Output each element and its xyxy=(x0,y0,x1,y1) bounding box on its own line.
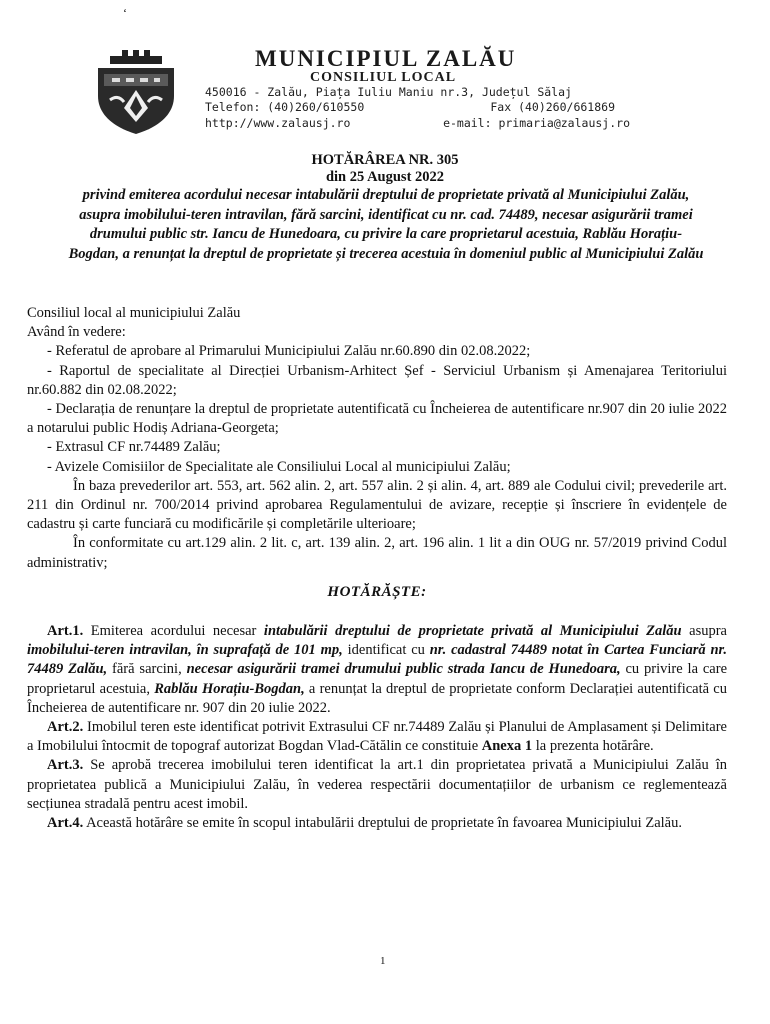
page-number: 1 xyxy=(380,955,386,967)
decision-subject: privind emiterea acordului necesar intabulării dreptului de proprietate privată al Municipiului Zalău, asupra imobilului-teren intravilan, fără sarcini, identificat cu nr. cad. 74489, necesar asigurării tramei drumului public str. Iancu de Hunedoara, cu privire la care proprietarul acestuia, Rablău Horațiu-Bogdan, a renunțat la dreptul de proprietate și trecerea acestuia în domeniul public al Municipiului Zalău xyxy=(68,187,704,262)
address-line: 450016 - Zalău, Piața Iuliu Maniu nr.3, Județul Sălaj xyxy=(205,85,572,99)
article-label: Art.1. xyxy=(47,623,84,640)
preamble-item: - Extrasul CF nr.74489 Zalău; xyxy=(47,439,221,456)
article-text-emph: imobilului-teren intravilan, în suprafață de 101 mp, xyxy=(27,642,343,659)
web-email-line xyxy=(205,116,630,130)
article-2 xyxy=(27,718,727,756)
having-regard-line: Având în vedere: xyxy=(27,324,126,341)
article-text: Se aprobă trecerea imobilului teren identificat la art.1 din proprietatea privată a Municipiului Zalău în proprietatea publică a Municipiului Zalău, în vederea respectării documentațiilor de urbanism ce reglementează secțiunea stradală pentru acest imobil. xyxy=(27,757,727,812)
fax-number: Fax (40)260/661869 xyxy=(490,100,615,114)
article-label: Art.3. xyxy=(47,757,84,774)
article-text-emph: intabulării dreptului de proprietate privată al Municipiului Zalău xyxy=(263,623,682,640)
article-text: cu privire la care proprietarul acestuia, xyxy=(27,661,728,697)
scan-mark: ʻ xyxy=(123,6,127,20)
article-4 xyxy=(27,814,727,833)
municipality-name: MUNICIPIUL ZALĂU xyxy=(255,46,517,71)
article-text-emph: Rablău Horațiu-Bogdan, xyxy=(154,680,305,697)
conformity-basis: În conformitate cu art.129 alin. 2 lit. c, art. 139 alin. 2, art. 196 alin. 1 lit a din OUG nr. 57/2019 privind Codul administrativ; xyxy=(27,535,727,571)
article-text: asupra xyxy=(681,623,727,640)
annex-reference: Anexa 1 xyxy=(481,738,533,755)
article-label: Art.2. xyxy=(47,719,84,736)
article-text: Emiterea acordului necesar xyxy=(83,623,264,640)
decides-heading: HOTĂRĂȘTE: xyxy=(327,583,427,600)
phone-fax-line xyxy=(205,100,630,114)
article-3 xyxy=(27,756,727,814)
preamble-item: - Referatul de aprobare al Primarului Municipiului Zalău nr.60.890 din 02.08.2022; xyxy=(47,343,531,360)
article-text: la prezenta hotărâre. xyxy=(532,738,654,755)
article-text: Imobilul teren este identificat potrivit Extrasului CF nr.74489 Zalău și Planului de Amplasament și Delimitare a Imobilului întocmit de topograf autorizat Bogdan Vlad-Cătălin ce constituie xyxy=(27,719,727,755)
decision-date: din 25 August 2022 xyxy=(325,169,445,185)
article-text: Această hotărâre se emite în scopul intabulării dreptului de proprietate în favoarea Municipiului Zalău. xyxy=(83,815,682,832)
council-line: Consiliul local al municipiului Zalău xyxy=(27,305,241,321)
council-name: CONSILIUL LOCAL xyxy=(310,70,457,85)
email-link[interactable]: e-mail: primaria@zalausj.ro xyxy=(443,116,630,130)
preamble-item: - Declarația de renunțare la dreptul de proprietate autentificată cu Încheierea de autentificare nr.907 din 20 iulie 2022 a notarului public Hodiș Adriana-Georgeta; xyxy=(27,401,727,437)
article-text-emph: nr. cadastral 74489 notat în Cartea Funciară nr. 74489 Zalău, xyxy=(27,642,728,678)
website-link[interactable]: http://www.zalausj.ro xyxy=(205,116,351,130)
article-1 xyxy=(27,622,727,718)
article-label: Art.4. xyxy=(47,815,84,832)
coat-of-arms-icon xyxy=(92,50,180,134)
article-text: fără sarcini, xyxy=(107,661,187,678)
phone-number: Telefon: (40)260/610550 xyxy=(205,100,365,114)
preamble-item: - Raportul de specialitate al Direcției Urbanism-Arhitect Șef - Serviciul Urbanism și Amenajarea Teritoriului nr.60.882 din 02.08.2022; xyxy=(27,362,727,398)
article-text-emph: necesar asigurării tramei drumului public strada Iancu de Hunedoara, xyxy=(186,661,621,678)
article-text: identificat cu xyxy=(342,642,430,659)
decision-body xyxy=(27,304,727,833)
decision-title: HOTĂRÂREA NR. 305 xyxy=(311,152,459,168)
article-text: a renunțat la dreptul de proprietate conform Declarației autentificată cu Încheierea de autentificare nr. 907 din 20 iulie 2022. xyxy=(27,680,727,716)
legal-basis: În baza prevederilor art. 553, art. 562 alin. 2, art. 557 alin. 2 și alin. 4, art. 889 ale Codului civil; prevederile art. 211 din Ordinul nr. 700/2014 privind aprobarea Regulamentului de avizare, recepție și înscriere în evidențele de cadastru și carte funciară cu modificările și completările ulterioare; xyxy=(27,477,727,533)
preamble-item: - Avizele Comisiilor de Specialitate ale Consiliului Local al municipiului Zalău; xyxy=(47,458,511,475)
